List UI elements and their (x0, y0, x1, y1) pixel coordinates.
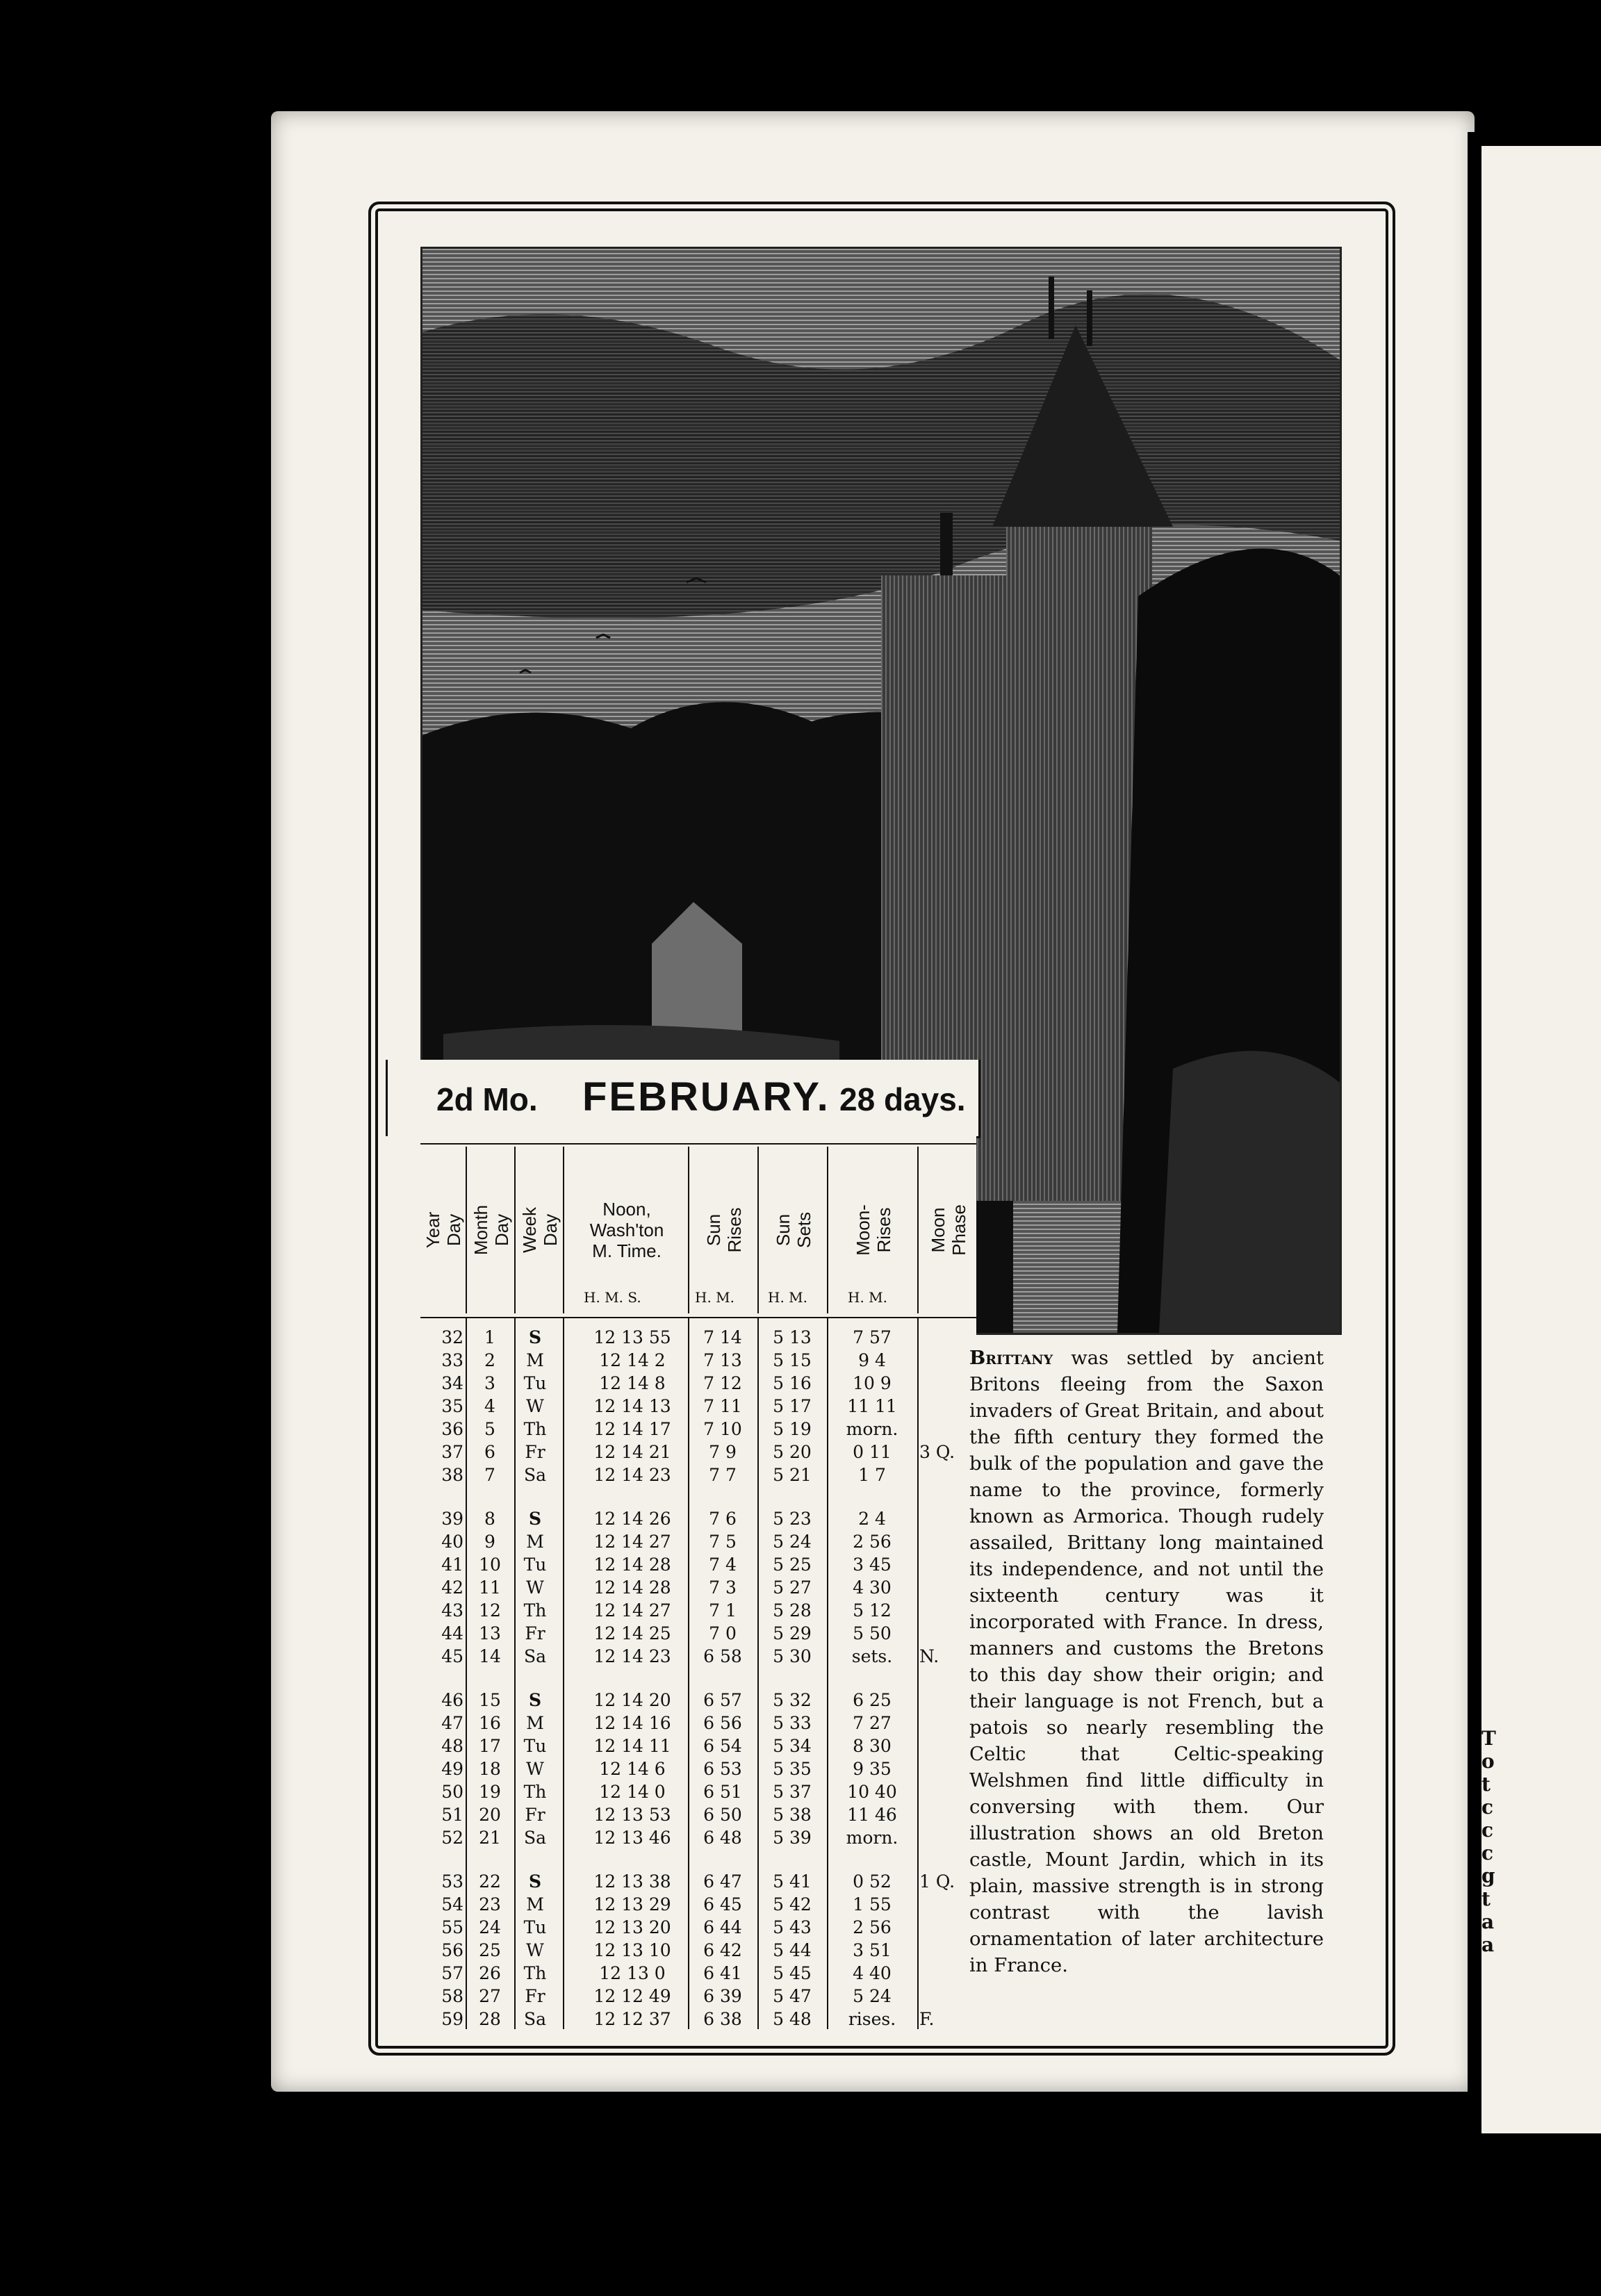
next-page-letter: g (1481, 1864, 1495, 1887)
col-label-week-day: Week Day (519, 1207, 561, 1253)
cell-sun-sets: 5 41 (773, 1871, 812, 1892)
cell-sun-rises: 7 14 (703, 1327, 742, 1347)
cell-week-day: Fr (525, 1805, 545, 1825)
cell-sun-rises: 6 56 (703, 1713, 742, 1733)
units-sun-sets: H. M. (768, 1289, 807, 1306)
table-row (386, 1350, 976, 1372)
next-page-letter: c (1481, 1796, 1494, 1819)
cell-noon-time: 12 13 10 (593, 1940, 671, 1960)
cell-sun-rises: 7 4 (709, 1555, 737, 1575)
cell-sun-sets: 5 44 (773, 1940, 812, 1960)
month-number: 2d Mo. (436, 1081, 538, 1117)
cell-year-day: 33 (441, 1350, 463, 1370)
table-row (386, 1828, 976, 1850)
cell-sun-rises: 6 58 (703, 1646, 742, 1666)
cell-month-day: 19 (479, 1782, 501, 1802)
cell-moon-rises: 9 4 (858, 1350, 886, 1370)
col-label-moon-phase: Moon Phase (927, 1204, 969, 1256)
cell-week-day: Th (523, 1419, 547, 1439)
cell-year-day: 47 (441, 1713, 463, 1733)
next-page-letter: c (1481, 1842, 1494, 1864)
cell-week-day: Th (523, 1782, 547, 1802)
cell-month-day: 27 (479, 1986, 501, 2006)
cell-sun-rises: 6 54 (703, 1736, 742, 1756)
cell-week-day: Tu (523, 1555, 547, 1575)
cell-year-day: 41 (441, 1555, 463, 1575)
col-label-sun-rises: Sun Rises (703, 1207, 745, 1253)
cell-week-day: Sa (523, 2009, 547, 2029)
table-row (386, 1577, 976, 1600)
cell-sun-rises: 7 13 (703, 1350, 742, 1370)
cell-sun-sets: 5 43 (773, 1917, 812, 1937)
cell-month-day: 8 (484, 1509, 495, 1529)
cell-sun-sets: 5 16 (773, 1373, 812, 1393)
cell-sun-rises: 6 47 (703, 1871, 742, 1892)
col-header-sun-sets (757, 1147, 828, 1313)
cell-sun-rises: 7 9 (709, 1442, 737, 1462)
cell-month-day: 6 (484, 1442, 495, 1462)
cell-moon-rises: 10 40 (847, 1782, 897, 1802)
cell-year-day: 42 (441, 1577, 463, 1598)
table-row (386, 1600, 976, 1623)
next-page-letter: a (1481, 1910, 1495, 1933)
table-row (386, 1963, 976, 1985)
col-header-week-day (514, 1147, 564, 1313)
cell-noon-time: 12 14 28 (593, 1577, 671, 1598)
cell-moon-rises: 5 50 (853, 1623, 892, 1643)
cell-month-day: 10 (479, 1555, 501, 1575)
almanac-table (386, 1136, 976, 2029)
cell-year-day: 59 (441, 2009, 463, 2029)
cell-noon-time: 12 14 27 (593, 1532, 671, 1552)
cell-month-day: 4 (484, 1396, 495, 1416)
cell-sun-rises: 6 39 (703, 1986, 742, 2006)
cell-sun-sets: 5 13 (773, 1327, 812, 1347)
col-header-month-day (466, 1147, 516, 1313)
cell-year-day: 51 (441, 1805, 463, 1825)
cell-year-day: 44 (441, 1623, 463, 1643)
brittany-article (969, 1345, 1324, 1978)
cell-moon-rises: 2 56 (853, 1532, 892, 1552)
cell-month-day: 20 (479, 1805, 501, 1825)
next-page-letter: t (1481, 1887, 1491, 1910)
cell-moon-rises: 4 40 (853, 1963, 892, 1983)
cell-noon-time: 12 14 25 (593, 1623, 671, 1643)
cell-sun-sets: 5 35 (773, 1759, 812, 1779)
cell-month-day: 12 (479, 1600, 501, 1621)
cell-sun-sets: 5 39 (773, 1828, 812, 1848)
cell-moon-rises: 10 9 (853, 1373, 892, 1393)
cell-year-day: 52 (441, 1828, 463, 1848)
col-label-month-day: Month Day (470, 1204, 512, 1256)
units-moon-rises: H. M. (848, 1289, 887, 1306)
table-row (386, 1373, 976, 1395)
cell-noon-time: 12 13 55 (593, 1327, 671, 1347)
cell-year-day: 40 (441, 1532, 463, 1552)
cell-month-day: 17 (479, 1736, 501, 1756)
cell-week-day: M (526, 1532, 544, 1552)
cell-sun-sets: 5 37 (773, 1782, 812, 1802)
table-row (386, 1759, 976, 1781)
cell-moon-rises: 11 11 (847, 1396, 897, 1416)
cell-month-day: 15 (479, 1690, 501, 1710)
table-row (386, 1713, 976, 1735)
cell-moon-rises: 0 52 (853, 1871, 892, 1892)
cell-week-day: Th (523, 1600, 547, 1621)
cell-year-day: 56 (441, 1940, 463, 1960)
cell-month-day: 7 (484, 1465, 495, 1485)
cell-moon-rises: morn. (846, 1828, 898, 1848)
cell-month-day: 9 (484, 1532, 495, 1552)
cell-week-day: W (526, 1577, 544, 1598)
cell-noon-time: 12 13 53 (593, 1805, 671, 1825)
cell-noon-time: 12 14 8 (599, 1373, 666, 1393)
table-row (386, 1646, 976, 1668)
cell-month-day: 23 (479, 1894, 501, 1914)
cell-month-day: 25 (479, 1940, 501, 1960)
cell-sun-sets: 5 23 (773, 1509, 812, 1529)
cell-sun-sets: 5 33 (773, 1713, 812, 1733)
cell-month-day: 1 (484, 1327, 495, 1347)
table-row (386, 1465, 976, 1487)
cell-month-day: 28 (479, 2009, 501, 2029)
table-row (386, 1805, 976, 1827)
cell-moon-rises: sets. (851, 1646, 893, 1666)
cell-noon-time: 12 14 27 (593, 1600, 671, 1621)
cell-week-day: Tu (523, 1917, 547, 1937)
cell-year-day: 34 (441, 1373, 463, 1393)
cell-moon-phase: N. (919, 1646, 939, 1666)
cell-moon-rises: 3 51 (853, 1940, 892, 1960)
cell-year-day: 32 (441, 1327, 463, 1347)
cell-week-day: Fr (525, 1442, 545, 1462)
col-label-noon: Noon, Wash'ton M. Time. (589, 1199, 664, 1261)
col-label-sun-sets: Sun Sets (773, 1211, 814, 1249)
cell-month-day: 2 (484, 1350, 495, 1370)
col-header-sun-rises (688, 1147, 759, 1313)
cell-moon-rises: 3 45 (853, 1555, 892, 1575)
units-sun-rises: H. M. (695, 1289, 734, 1306)
cell-month-day: 14 (479, 1646, 501, 1666)
units-noon: H. M. S. (584, 1289, 641, 1306)
cell-moon-rises: 8 30 (853, 1736, 892, 1756)
cell-week-day: Th (523, 1963, 547, 1983)
cell-noon-time: 12 13 29 (593, 1894, 671, 1914)
cell-sun-rises: 7 3 (709, 1577, 737, 1598)
table-row (386, 1327, 976, 1350)
cell-moon-rises: 2 56 (853, 1917, 892, 1937)
cell-sun-rises: 7 6 (709, 1509, 737, 1529)
cell-noon-time: 12 14 20 (593, 1690, 671, 1710)
cell-sun-rises: 7 11 (703, 1396, 742, 1416)
cell-sun-sets: 5 24 (773, 1532, 812, 1552)
cell-moon-rises: 2 4 (858, 1509, 886, 1529)
cell-sun-rises: 7 10 (703, 1419, 742, 1439)
col-header-noon (563, 1147, 689, 1313)
cell-year-day: 53 (441, 1871, 463, 1892)
cell-year-day: 48 (441, 1736, 463, 1756)
cell-week-day: S (528, 1509, 542, 1529)
cell-year-day: 35 (441, 1396, 463, 1416)
cell-moon-phase: F. (919, 2009, 935, 2029)
table-row (386, 1782, 976, 1804)
cell-week-day: Sa (523, 1465, 547, 1485)
cell-month-day: 5 (484, 1419, 495, 1439)
cell-week-day: M (526, 1894, 544, 1914)
cell-noon-time: 12 14 23 (593, 1465, 671, 1485)
cell-week-day: W (526, 1396, 544, 1416)
next-page-edge (1481, 146, 1601, 2133)
table-row (386, 2009, 976, 2031)
cell-month-day: 16 (479, 1713, 501, 1733)
cell-year-day: 50 (441, 1782, 463, 1802)
cell-year-day: 37 (441, 1442, 463, 1462)
cell-noon-time: 12 14 0 (599, 1782, 666, 1802)
cell-sun-sets: 5 34 (773, 1736, 812, 1756)
cell-noon-time: 12 13 38 (593, 1871, 671, 1892)
table-top-rule (420, 1143, 976, 1145)
cell-year-day: 55 (441, 1917, 463, 1937)
cell-moon-rises: rises. (848, 2009, 896, 2029)
cell-sun-rises: 7 0 (709, 1623, 737, 1643)
cell-noon-time: 12 14 11 (593, 1736, 671, 1756)
cell-sun-sets: 5 48 (773, 2009, 812, 2029)
cell-noon-time: 12 14 28 (593, 1555, 671, 1575)
cell-noon-time: 12 13 46 (593, 1828, 671, 1848)
cell-sun-sets: 5 28 (773, 1600, 812, 1621)
cell-month-day: 22 (479, 1871, 501, 1892)
cell-week-day: S (528, 1327, 542, 1347)
cell-noon-time: 12 12 37 (593, 2009, 671, 2029)
cell-sun-sets: 5 47 (773, 1986, 812, 2006)
cell-week-day: W (526, 1940, 544, 1960)
cell-sun-sets: 5 38 (773, 1805, 812, 1825)
cell-noon-time: 12 12 49 (593, 1986, 671, 2006)
cell-sun-rises: 6 38 (703, 2009, 742, 2029)
cell-week-day: Tu (523, 1736, 547, 1756)
table-row (386, 1871, 976, 1894)
cell-year-day: 49 (441, 1759, 463, 1779)
cell-week-day: Sa (523, 1828, 547, 1848)
cell-noon-time: 12 14 23 (593, 1646, 671, 1666)
cell-week-day: Sa (523, 1646, 547, 1666)
cell-moon-rises: 6 25 (853, 1690, 892, 1710)
cell-week-day: S (528, 1871, 542, 1892)
cell-sun-rises: 6 57 (703, 1690, 742, 1710)
cell-noon-time: 12 14 6 (599, 1759, 666, 1779)
table-row (386, 1419, 976, 1441)
cell-week-day: Fr (525, 1623, 545, 1643)
cell-sun-sets: 5 19 (773, 1419, 812, 1439)
cell-sun-rises: 6 42 (703, 1940, 742, 1960)
next-page-letter: a (1481, 1933, 1495, 1956)
col-header-moon-rises (827, 1147, 919, 1313)
article-text: was settled by ancient Britons fleeing from the Saxon invaders of Great Britain, and about the fifth century they formed the bulk of the population and gave the name to the province, formerly known as Armorica. Though rudely assailed, Brittany long maintained its independence, and not until the sixteenth century was it incorporated with France. In dress, manners and customs the Bretons to this day show their origin; and their language is not French, but a patois so nearly resembling the Celtic that Celtic-speaking Welshmen find little difficulty in conversing with them. Our illustration shows an old Breton castle, Mount Jardin, which in its plain, massive strength is in strong contrast with the lavish ornamentation of later architecture in France. (969, 1347, 1324, 1976)
table-row (386, 1986, 976, 2008)
cell-noon-time: 12 14 21 (593, 1442, 671, 1462)
cell-week-day: Tu (523, 1373, 547, 1393)
cell-year-day: 45 (441, 1646, 463, 1666)
cell-noon-time: 12 14 26 (593, 1509, 671, 1529)
cell-sun-sets: 5 42 (773, 1894, 812, 1914)
cell-week-day: S (528, 1690, 542, 1710)
cell-year-day: 46 (441, 1690, 463, 1710)
cell-moon-rises: 1 7 (858, 1465, 886, 1485)
cell-sun-rises: 6 41 (703, 1963, 742, 1983)
cell-year-day: 36 (441, 1419, 463, 1439)
cell-sun-rises: 6 53 (703, 1759, 742, 1779)
cell-sun-rises: 7 5 (709, 1532, 737, 1552)
table-row (386, 1532, 976, 1554)
col-label-moon-rises: Moon- Rises (853, 1204, 894, 1256)
col-label-year-day: Year Day (422, 1211, 464, 1249)
cell-moon-rises: morn. (846, 1419, 898, 1439)
cell-sun-sets: 5 29 (773, 1623, 812, 1643)
cell-moon-rises: 4 30 (853, 1577, 892, 1598)
cell-sun-sets: 5 32 (773, 1690, 812, 1710)
header-bottom-rule (420, 1317, 976, 1318)
cell-week-day: W (526, 1759, 544, 1779)
cell-year-day: 39 (441, 1509, 463, 1529)
col-header-moon-phase (917, 1147, 978, 1313)
cell-sun-rises: 6 48 (703, 1828, 742, 1848)
cell-week-day: Fr (525, 1986, 545, 2006)
cell-noon-time: 12 14 17 (593, 1419, 671, 1439)
table-row (386, 1442, 976, 1464)
cell-sun-sets: 5 25 (773, 1555, 812, 1575)
cell-sun-rises: 6 44 (703, 1917, 742, 1937)
cell-week-day: M (526, 1350, 544, 1370)
cell-sun-sets: 5 21 (773, 1465, 812, 1485)
table-row (386, 1555, 976, 1577)
cell-moon-rises: 1 55 (853, 1894, 892, 1914)
table-row (386, 1396, 976, 1418)
cell-sun-rises: 6 51 (703, 1782, 742, 1802)
table-row (386, 1917, 976, 1940)
cell-sun-sets: 5 20 (773, 1442, 812, 1462)
table-row (386, 1940, 976, 1962)
cell-sun-sets: 5 17 (773, 1396, 812, 1416)
month-title: FEBRUARY. (582, 1074, 830, 1120)
cell-month-day: 26 (479, 1963, 501, 1983)
cell-sun-sets: 5 30 (773, 1646, 812, 1666)
book-gutter (1468, 132, 1481, 2126)
cell-sun-sets: 5 15 (773, 1350, 812, 1370)
cell-sun-rises: 7 7 (709, 1465, 737, 1485)
cell-noon-time: 12 13 0 (599, 1963, 666, 1983)
cell-noon-time: 12 14 13 (593, 1396, 671, 1416)
cell-month-day: 13 (479, 1623, 501, 1643)
table-row (386, 1509, 976, 1531)
cell-year-day: 43 (441, 1600, 463, 1621)
cell-month-day: 24 (479, 1917, 501, 1937)
cell-moon-rises: 7 57 (853, 1327, 892, 1347)
cell-week-day: M (526, 1713, 544, 1733)
cell-year-day: 54 (441, 1894, 463, 1914)
cell-moon-rises: 5 24 (853, 1986, 892, 2006)
cell-noon-time: 12 14 2 (599, 1350, 666, 1370)
cell-noon-time: 12 13 20 (593, 1917, 671, 1937)
cell-moon-rises: 11 46 (847, 1805, 897, 1825)
cell-moon-phase: 1 Q. (919, 1871, 955, 1892)
article-lead: Brittany (969, 1347, 1053, 1369)
next-page-letter: T (1481, 1727, 1496, 1750)
cell-year-day: 57 (441, 1963, 463, 1983)
cell-sun-rises: 7 1 (709, 1600, 737, 1621)
next-page-letter: t (1481, 1773, 1491, 1796)
calendar-header (386, 1060, 980, 1138)
cell-month-day: 21 (479, 1828, 501, 1848)
table-row (386, 1623, 976, 1646)
cell-sun-sets: 5 27 (773, 1577, 812, 1598)
cell-year-day: 58 (441, 1986, 463, 2006)
cell-month-day: 18 (479, 1759, 501, 1779)
next-page-letter: c (1481, 1819, 1494, 1842)
cell-sun-rises: 7 12 (703, 1373, 742, 1393)
cell-year-day: 38 (441, 1465, 463, 1485)
col-header-year-day (420, 1147, 466, 1313)
cell-month-day: 3 (484, 1373, 495, 1393)
table-row (386, 1690, 976, 1712)
cell-moon-phase: 3 Q. (919, 1442, 955, 1462)
cell-moon-rises: 5 12 (853, 1600, 892, 1621)
cell-sun-rises: 6 45 (703, 1894, 742, 1914)
cell-moon-rises: 7 27 (853, 1713, 892, 1733)
days-count: 28 days. (839, 1081, 966, 1117)
table-row (386, 1736, 976, 1758)
cell-moon-rises: 0 11 (853, 1442, 892, 1462)
table-row (386, 1894, 976, 1917)
cell-moon-rises: 9 35 (853, 1759, 892, 1779)
cell-noon-time: 12 14 16 (593, 1713, 671, 1733)
next-page-letter: o (1481, 1750, 1495, 1773)
cell-month-day: 11 (479, 1577, 501, 1598)
cell-sun-sets: 5 45 (773, 1963, 812, 1983)
cell-sun-rises: 6 50 (703, 1805, 742, 1825)
